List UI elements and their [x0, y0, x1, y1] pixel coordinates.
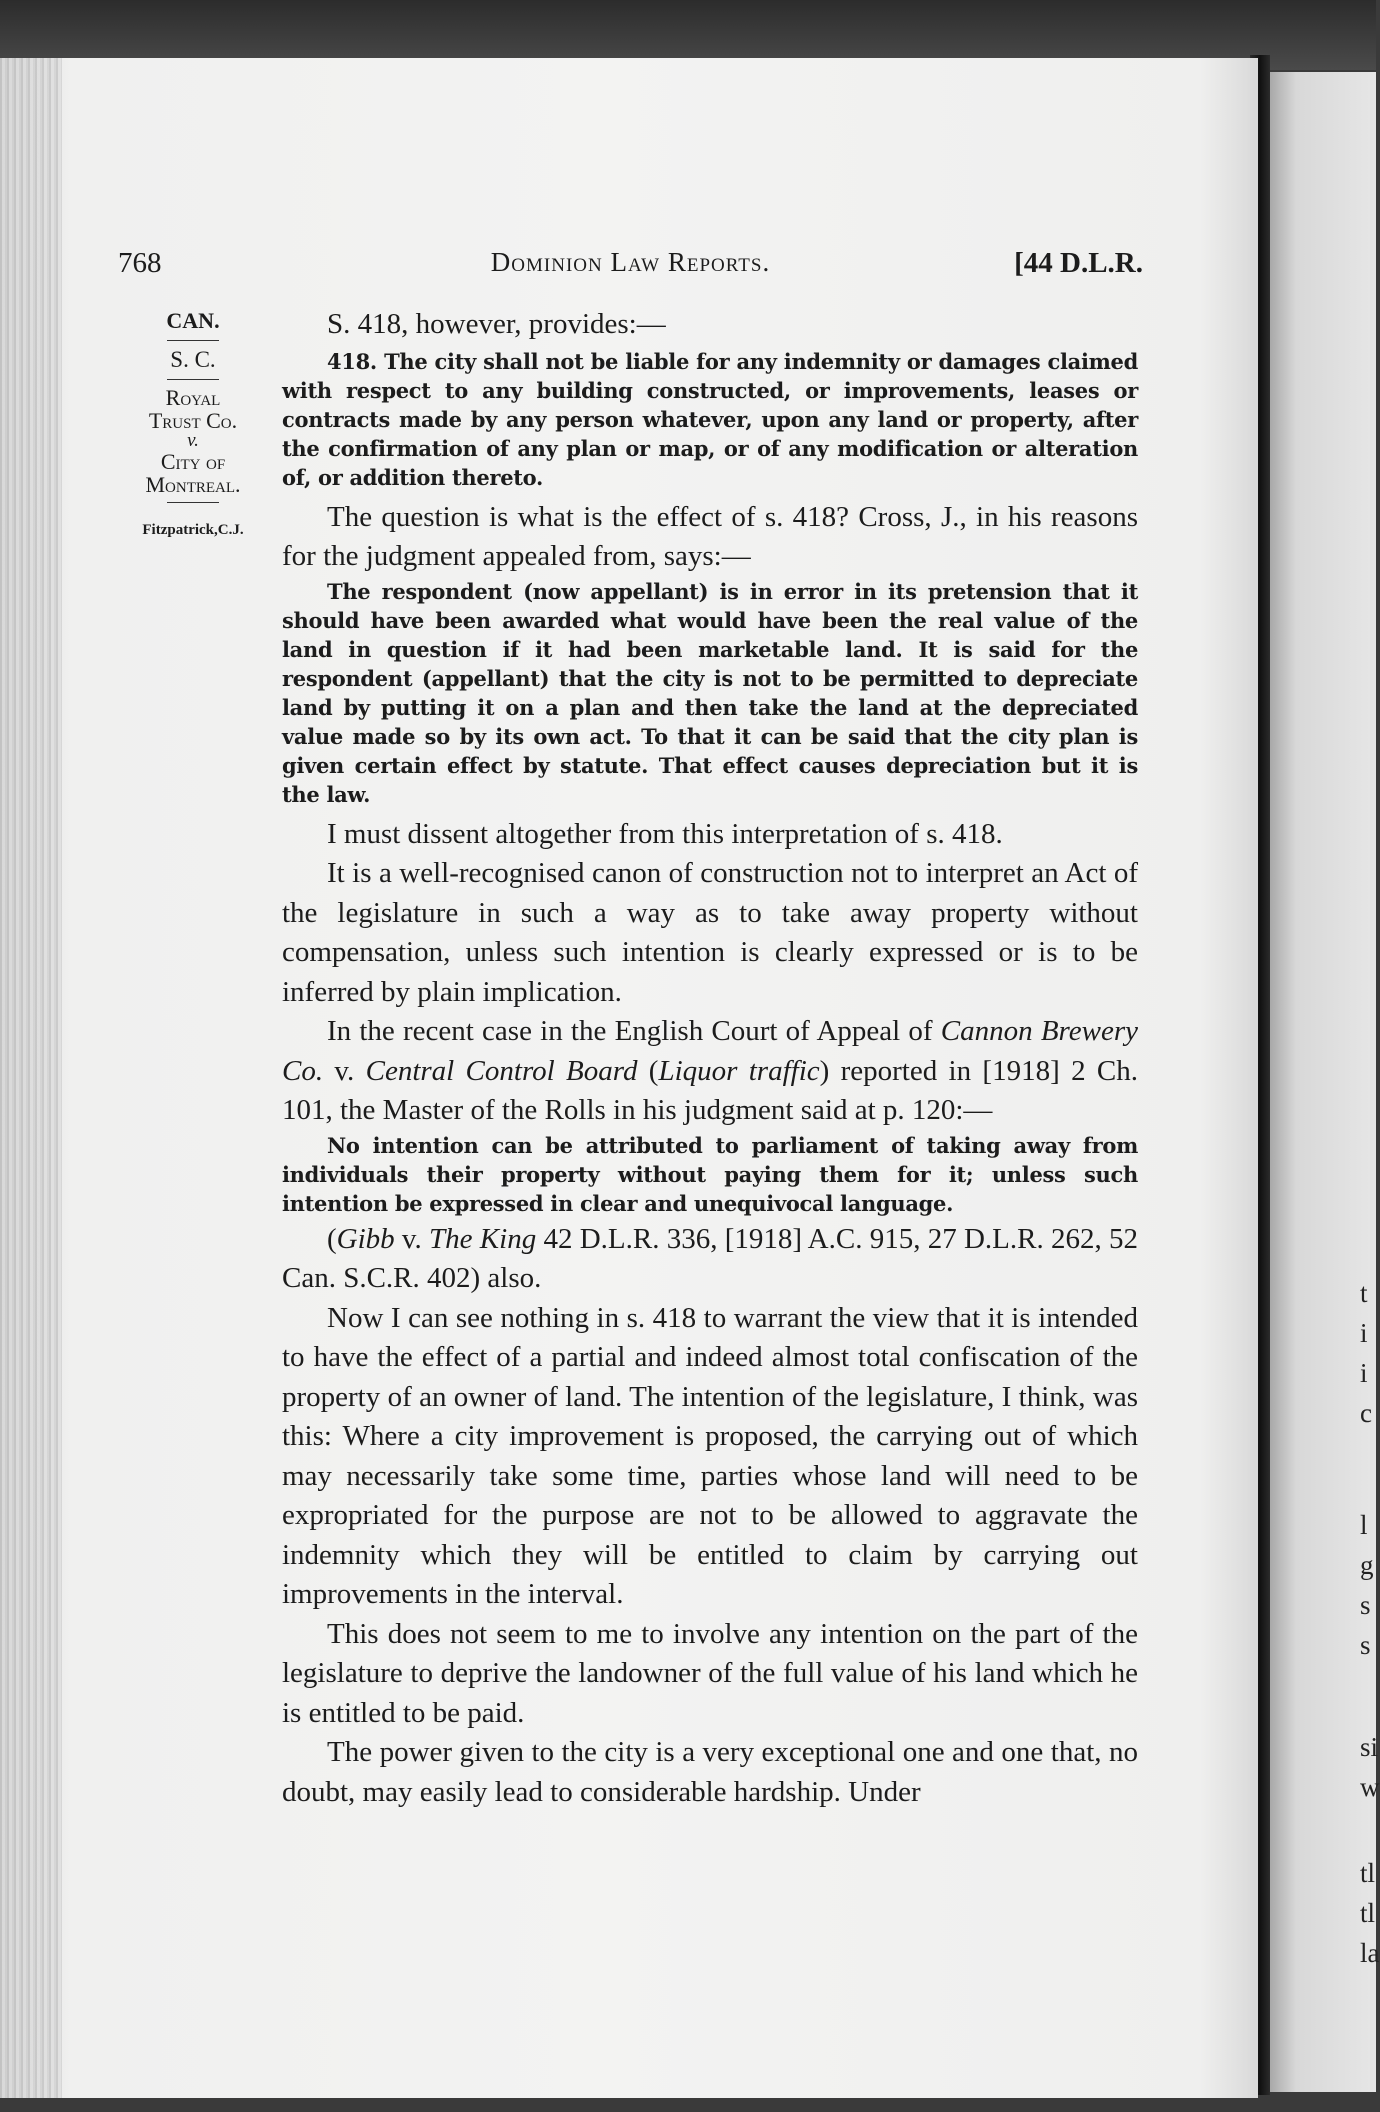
- quotation: No intention can be attributed to parliament of taking away from individuals their property without paying them for it; unless such intention be expressed in clear and unequivocal language.: [282, 1132, 1138, 1216]
- margin-rule: [167, 379, 219, 380]
- margin-party2-line2: Montreal.: [145, 472, 241, 497]
- facing-page-fragment: c: [1360, 1398, 1372, 1428]
- volume-citation: [44 D.L.R.: [1014, 247, 1143, 279]
- facing-page-fragment: tl: [1360, 1898, 1376, 1928]
- text-run: In the recent case in the English Court of Appeal of: [327, 1015, 941, 1047]
- margin-rule: [167, 502, 219, 503]
- facing-page-fragment: tl: [1360, 1858, 1376, 1888]
- page-body: [282, 305, 1138, 1812]
- margin-court-country: CAN.: [166, 308, 220, 333]
- paragraph: [282, 1220, 1138, 1299]
- margin-judge: Fitzpatrick,C.J.: [142, 522, 244, 538]
- facing-page-fragment: l: [1360, 1510, 1368, 1540]
- case-name: The King: [429, 1222, 537, 1255]
- case-name: Liquor traffic: [658, 1054, 820, 1087]
- margin-notes: [108, 308, 278, 543]
- text-run: ) reported in [1918] 2 Ch. 101, the Master of the Rolls in his judgment said at p. 120:—: [282, 1054, 1138, 1126]
- facing-page-fragment: s: [1360, 1630, 1371, 1660]
- margin-party1-line1: Royal: [165, 385, 221, 410]
- facing-page: [1262, 72, 1380, 2092]
- quotation: The respondent (now appellant) is in error in its pretension that it should have been awarded what would have been the real value of the land in question if it had been marketable land. It is said for the respondent (appellant) that the city is not to be permitted to depreciate land by putting it on a plan and then take the land at the depreciated value made so by its own act. To that it can be said that the city plan is given certain effect by statute. That effect causes depreciation but it is the law.: [282, 578, 1138, 807]
- facing-page-fragment: la: [1360, 1938, 1380, 1968]
- facing-page-fragment: s: [1360, 1590, 1371, 1620]
- paragraph: The question is what is the effect of s. 418? Cross, J., in his reasons for the judgment appealed from, says:—: [282, 500, 1138, 572]
- paragraph: I must dissent altogether from this interpretation of s. 418.: [327, 817, 1003, 850]
- margin-versus: v.: [187, 430, 199, 451]
- paragraph: S. 418, however, provides:—: [327, 308, 666, 340]
- running-header: [118, 247, 1143, 287]
- facing-page-fragment: g: [1360, 1550, 1374, 1580]
- journal-title: Dominion Law Reports.: [490, 247, 771, 277]
- case-name: Cannon Brewery Co.: [282, 1015, 1138, 1087]
- facing-page-fragment: w: [1360, 1772, 1380, 1802]
- facing-page-fragment: t: [1360, 1278, 1368, 1308]
- margin-party2-line1: City of: [160, 449, 226, 474]
- text-run: 42 D.L.R. 336, [1918] A.C. 915, 27 D.L.R. 262, 52 Can. S.C.R. 402) also.: [282, 1222, 1138, 1294]
- facing-page-fragment: si: [1360, 1732, 1379, 1762]
- paragraph: Now I can see nothing in s. 418 to warrant the view that it is intended to have the effect of a partial and indeed almost total confiscation of the property of an owner of land. The intention of the legislature, I think, was this: Where a city improvement is proposed, the carrying out of which may necessarily take some time, parties whose land will need to be expropriated for the purpose are not to be allowed to aggravate the indemnity which they will be entitled to claim by carrying out improvements in the interval.: [282, 1301, 1138, 1610]
- page-edge: [0, 58, 62, 2098]
- paragraph: [282, 1012, 1138, 1131]
- case-name: Central Control Board: [365, 1054, 638, 1087]
- paragraph: It is a well-recognised canon of construction not to interpret an Act of the legislature in such a way as to take away property without compensation, unless such intention is clearly expressed or is to be inferred by plain implication.: [282, 857, 1138, 1008]
- page-number: 768: [118, 247, 162, 279]
- facing-page-fragment: i: [1360, 1358, 1368, 1388]
- text-run: v.: [394, 1222, 430, 1255]
- margin-party1-line2: Trust Co.: [148, 408, 238, 433]
- margin-court-level: S. C.: [170, 347, 216, 372]
- facing-page-fragment: i: [1360, 1318, 1368, 1348]
- text-run: v.: [323, 1054, 366, 1087]
- paragraph: This does not seem to me to involve any intention on the part of the legislature to deprive the landowner of the full value of his land which he is entitled to be paid.: [282, 1617, 1138, 1729]
- quotation: 418. The city shall not be liable for any indemnity or damages claimed with respect to any building constructed, or improvements, leases or contracts made by any person whatever, upon any land or property, after the confirmation of any plan or map, or of any modification or alteration of, or addition thereto.: [282, 348, 1138, 490]
- paragraph: The power given to the city is a very exceptional one and one that, no doubt, may easily lead to considerable hardship. Under: [282, 1736, 1138, 1808]
- margin-rule: [167, 340, 219, 341]
- case-name: Gibb: [336, 1222, 395, 1255]
- text-run: (: [637, 1054, 659, 1087]
- text-run: (: [327, 1222, 337, 1255]
